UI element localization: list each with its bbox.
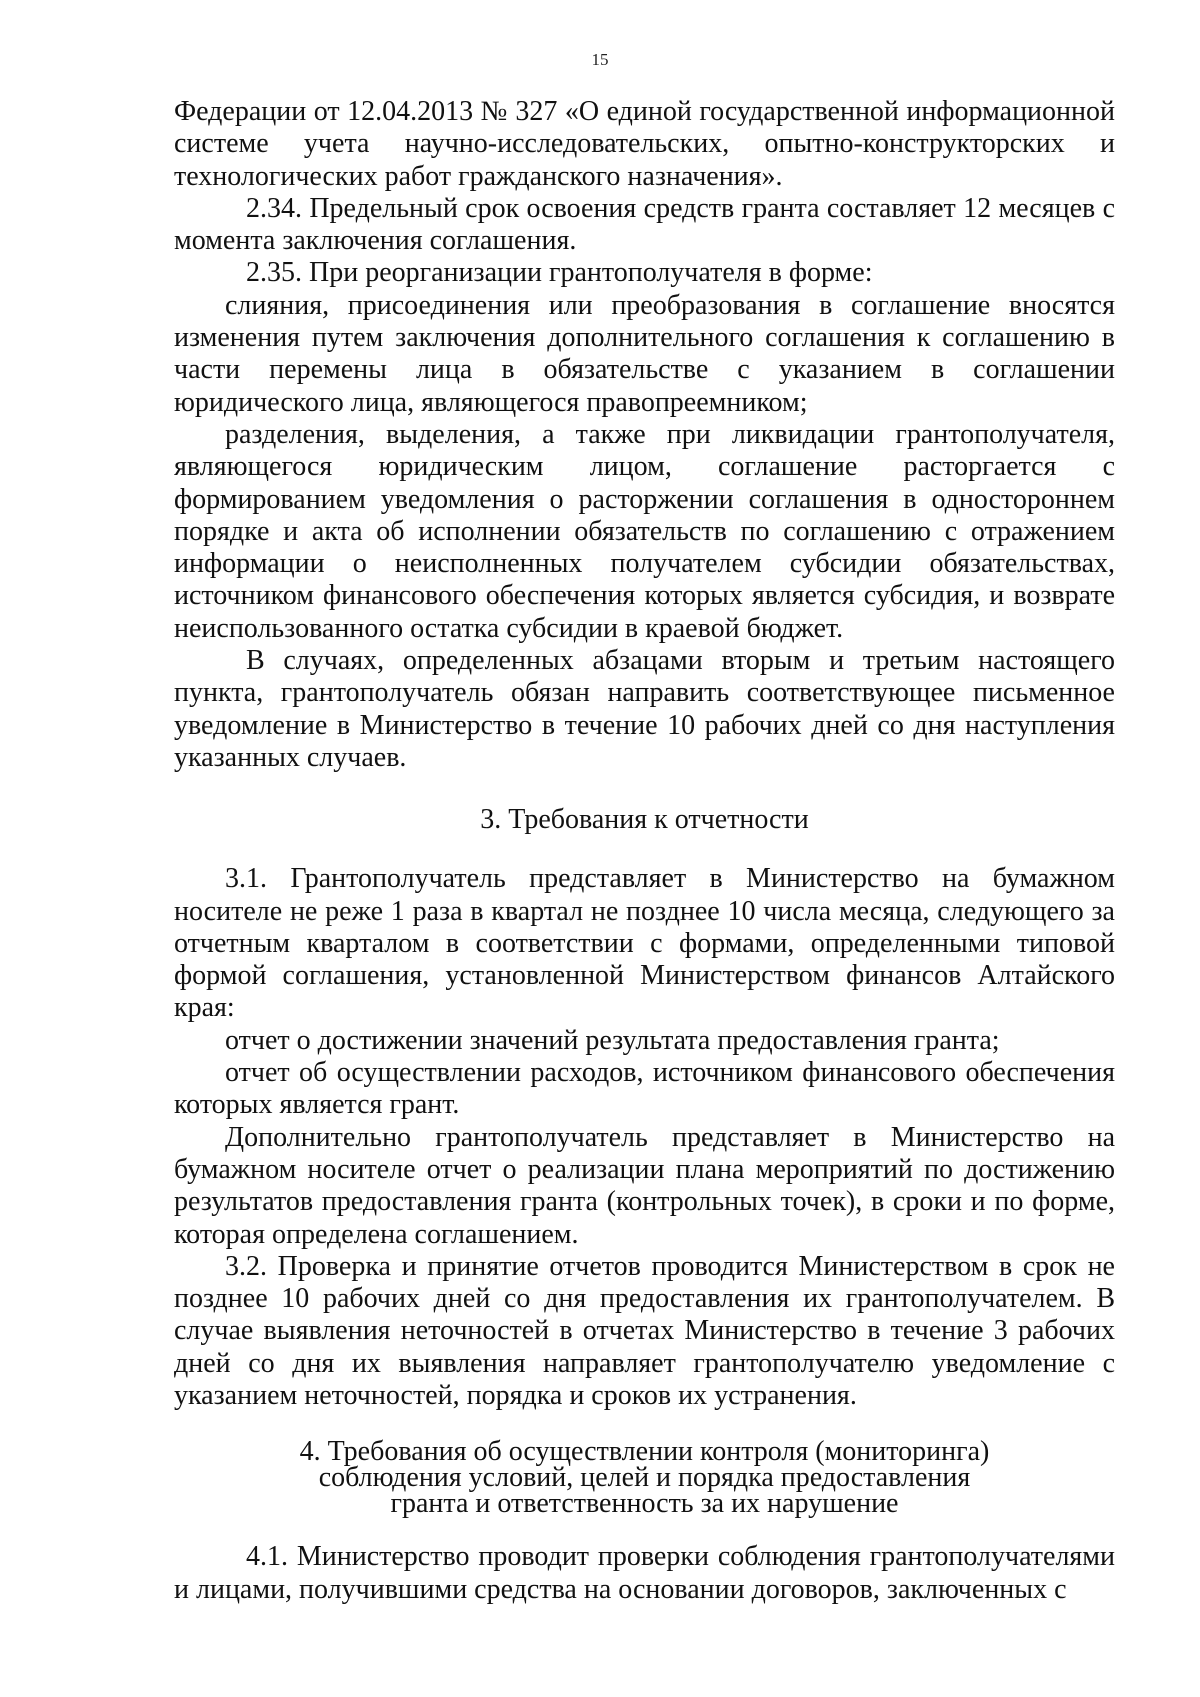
document-body [174,96,1115,1606]
section-4-title-line: соблюдения условий, целей и порядка предоставления [318,1462,971,1494]
paragraph: 3.1. Грантополучатель представляет в Министерство на бумажном носителе не реже 1 раза в квартал не позднее 10 числа месяца, следующего за отчетным кварталом в соответствии с формами, определенными типовой формой соглашения, установленной Министерством финансов Алтайского края: [174,863,1115,1024]
paragraph: В случаях, определенных абзацами вторым и третьим настоящего пункта, грантополучатель обязан направить соответствующее письменное уведомление в Министерство в течение 10 рабочих дней со дня наступления указанных случаев. [174,645,1115,773]
paragraph: 2.35. При реорганизации грантополучателя в форме: [246,257,873,289]
paragraph: 3.2. Проверка и принятие отчетов проводится Министерством в срок не позднее 10 рабочих дней со дня предоставления их грантополучателем. В случае выявления неточностей в отчетах Министерство в течение 3 рабочих дней со дня их выявления направляет грантополучателю уведомление с указанием неточностей, порядка и сроков их устранения. [174,1250,1115,1411]
paragraph: Дополнительно грантополучатель представляет в Министерство на бумажном носителе отчет о реализации плана мероприятий по достижению результатов предоставления гранта (контрольных точек), в сроки и по форме, которая определена соглашением. [174,1121,1115,1250]
page-number: 15 [591,50,609,69]
paragraph: отчет о достижении значений результата предоставления гранта; [225,1024,1000,1056]
paragraph: 2.34. Предельный срок освоения средств гранта составляет 12 месяцев с момента заключения соглашения. [174,192,1115,257]
section-4-title [174,1436,1115,1520]
paragraph: слияния, присоединения или преобразования в соглашение вносятся изменения путем заключения дополнительного соглашения к соглашению в части перемены лица в обязательстве с указанием в соглашении юридического лица, являющегося правопреемником; [174,289,1115,418]
paragraph: 4.1. Министерство проводит проверки соблюдения грантополучателями и лицами, получившими средства на основании договоров, заключенных с [174,1541,1115,1605]
section-4-title-line: 4. Требования об осуществлении контроля (мониторинга) [299,1436,990,1468]
paragraph: разделения, выделения, а также при ликвидации грантополучателя, являющегося юридическим лицом, соглашение расторгается с формированием уведомления о расторжении соглашения в одностороннем порядке и акта об исполнении обязательств по соглашению с отражением информации о неисполненных получателем субсидии обязательствах, источником финансового обеспечения которых является субсидия, и возврате неиспользованного остатка субсидии в краевой бюджет. [174,418,1115,644]
paragraph: Федерации от 12.04.2013 № 327 «О единой государственной информационной системе учета научно-исследовательских, опытно-конструкторских и технологических работ гражданского назначения». [174,96,1115,192]
paragraph: отчет об осуществлении расходов, источником финансового обеспечения которых является грант. [174,1057,1115,1121]
section-3-title: 3. Требования к отчетности [480,804,809,836]
section-4-title-line: гранта и ответственность за их нарушение [390,1488,899,1520]
